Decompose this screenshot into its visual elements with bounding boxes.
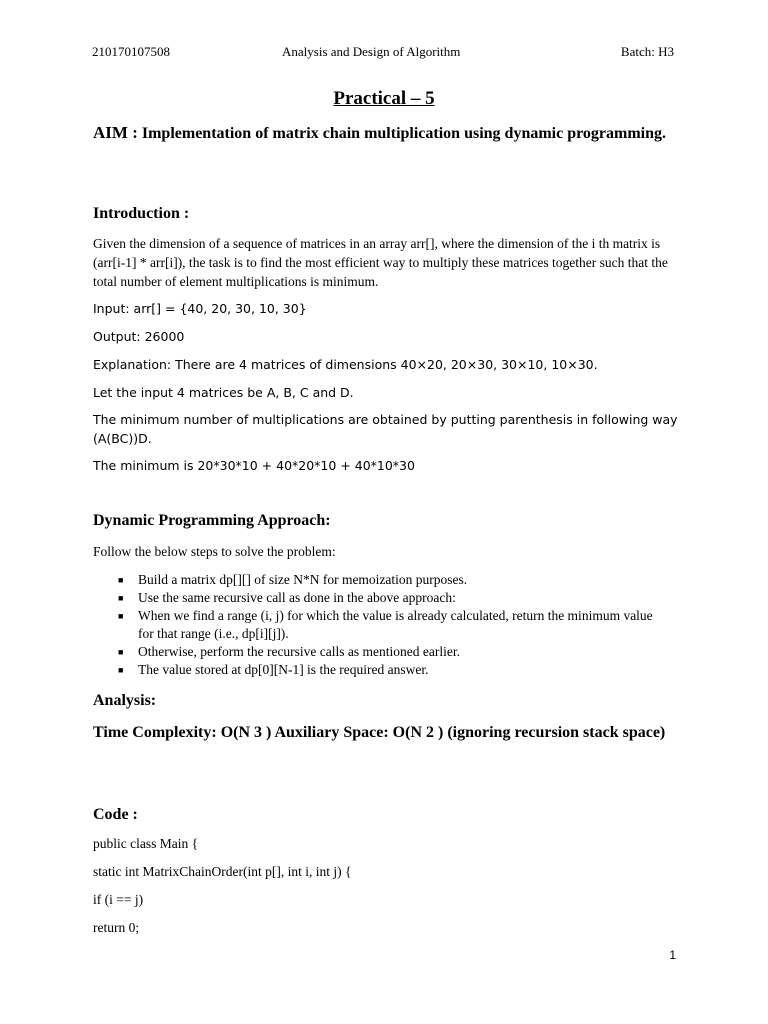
example-input: Input: arr[] = {40, 20, 30, 10, 30}: [93, 301, 307, 316]
introduction-description: Given the dimension of a sequence of matrices in an array arr[], where the dimension of the i th matrix is (arr[i-1] * arr[i]), the task is to find the most efficient way to multiply these matrices together such that the total number of element multiplications is minimum.: [93, 236, 668, 289]
bullet-icon: ■: [118, 665, 124, 675]
example-let-input: Let the input 4 matrices be A, B, C and D.: [93, 385, 354, 400]
bullet-icon: ■: [118, 593, 124, 603]
bullet-icon: ■: [118, 611, 124, 621]
list-item: [118, 589, 658, 607]
bullet-icon: ■: [118, 575, 124, 585]
aim-label: AIM :: [93, 123, 138, 142]
dp-step-text: When we find a range (i, j) for which the value is already calculated, return the minimum value for that range (i.e., dp[i][j]).: [138, 608, 653, 641]
example-explanation: Explanation: There are 4 matrices of dimensions 40×20, 20×30, 30×10, 10×30.: [93, 357, 598, 372]
header-batch: Batch: H3: [620, 44, 674, 59]
example-minimum-number: The minimum number of multiplications are obtained by putting parenthesis in following way (A(BC))D.: [93, 412, 678, 446]
page-header: [92, 44, 674, 62]
dp-approach-heading: Dynamic Programming Approach:: [93, 512, 331, 529]
list-item: [118, 571, 658, 589]
dp-step-text: The value stored at dp[0][N-1] is the required answer.: [138, 662, 429, 677]
page-title: Practical – 5: [333, 88, 435, 109]
example-minimum-is: The minimum is 20*30*10 + 40*20*10 + 40*10*30: [93, 458, 415, 473]
list-item: [118, 661, 658, 679]
code-line: static int MatrixChainOrder(int p[], int i, int j) {: [93, 864, 352, 879]
example-output: Output: 26000: [93, 329, 185, 344]
analysis-heading: Analysis:: [93, 692, 157, 709]
aim-text: Implementation of matrix chain multiplication using dynamic programming.: [141, 125, 667, 142]
list-item: [118, 643, 658, 661]
dp-approach-intro: Follow the below steps to solve the problem:: [93, 544, 336, 559]
dp-steps-list: [118, 571, 658, 679]
dp-step-text: Build a matrix dp[][] of size N*N for memoization purposes.: [138, 572, 468, 587]
analysis-complexity: Time Complexity: O(N 3 ) Auxiliary Space: O(N 2 ) (ignoring recursion stack space): [93, 724, 666, 741]
aim-statement: [93, 122, 683, 145]
header-subject: Analysis and Design of Algorithm: [282, 44, 461, 59]
page-number: 1: [669, 948, 676, 962]
code-line: if (i == j): [93, 892, 144, 907]
introduction-heading: Introduction :: [93, 205, 190, 222]
dp-step-text: Otherwise, perform the recursive calls as mentioned earlier.: [138, 644, 460, 659]
code-line: return 0;: [93, 920, 140, 935]
list-item: [118, 607, 658, 643]
bullet-icon: ■: [118, 647, 124, 657]
code-heading: Code :: [93, 806, 138, 823]
header-enrollment-number: 210170107508: [92, 44, 170, 59]
dp-step-text: Use the same recursive call as done in the above approach:: [138, 590, 456, 605]
code-line: public class Main {: [93, 836, 199, 851]
